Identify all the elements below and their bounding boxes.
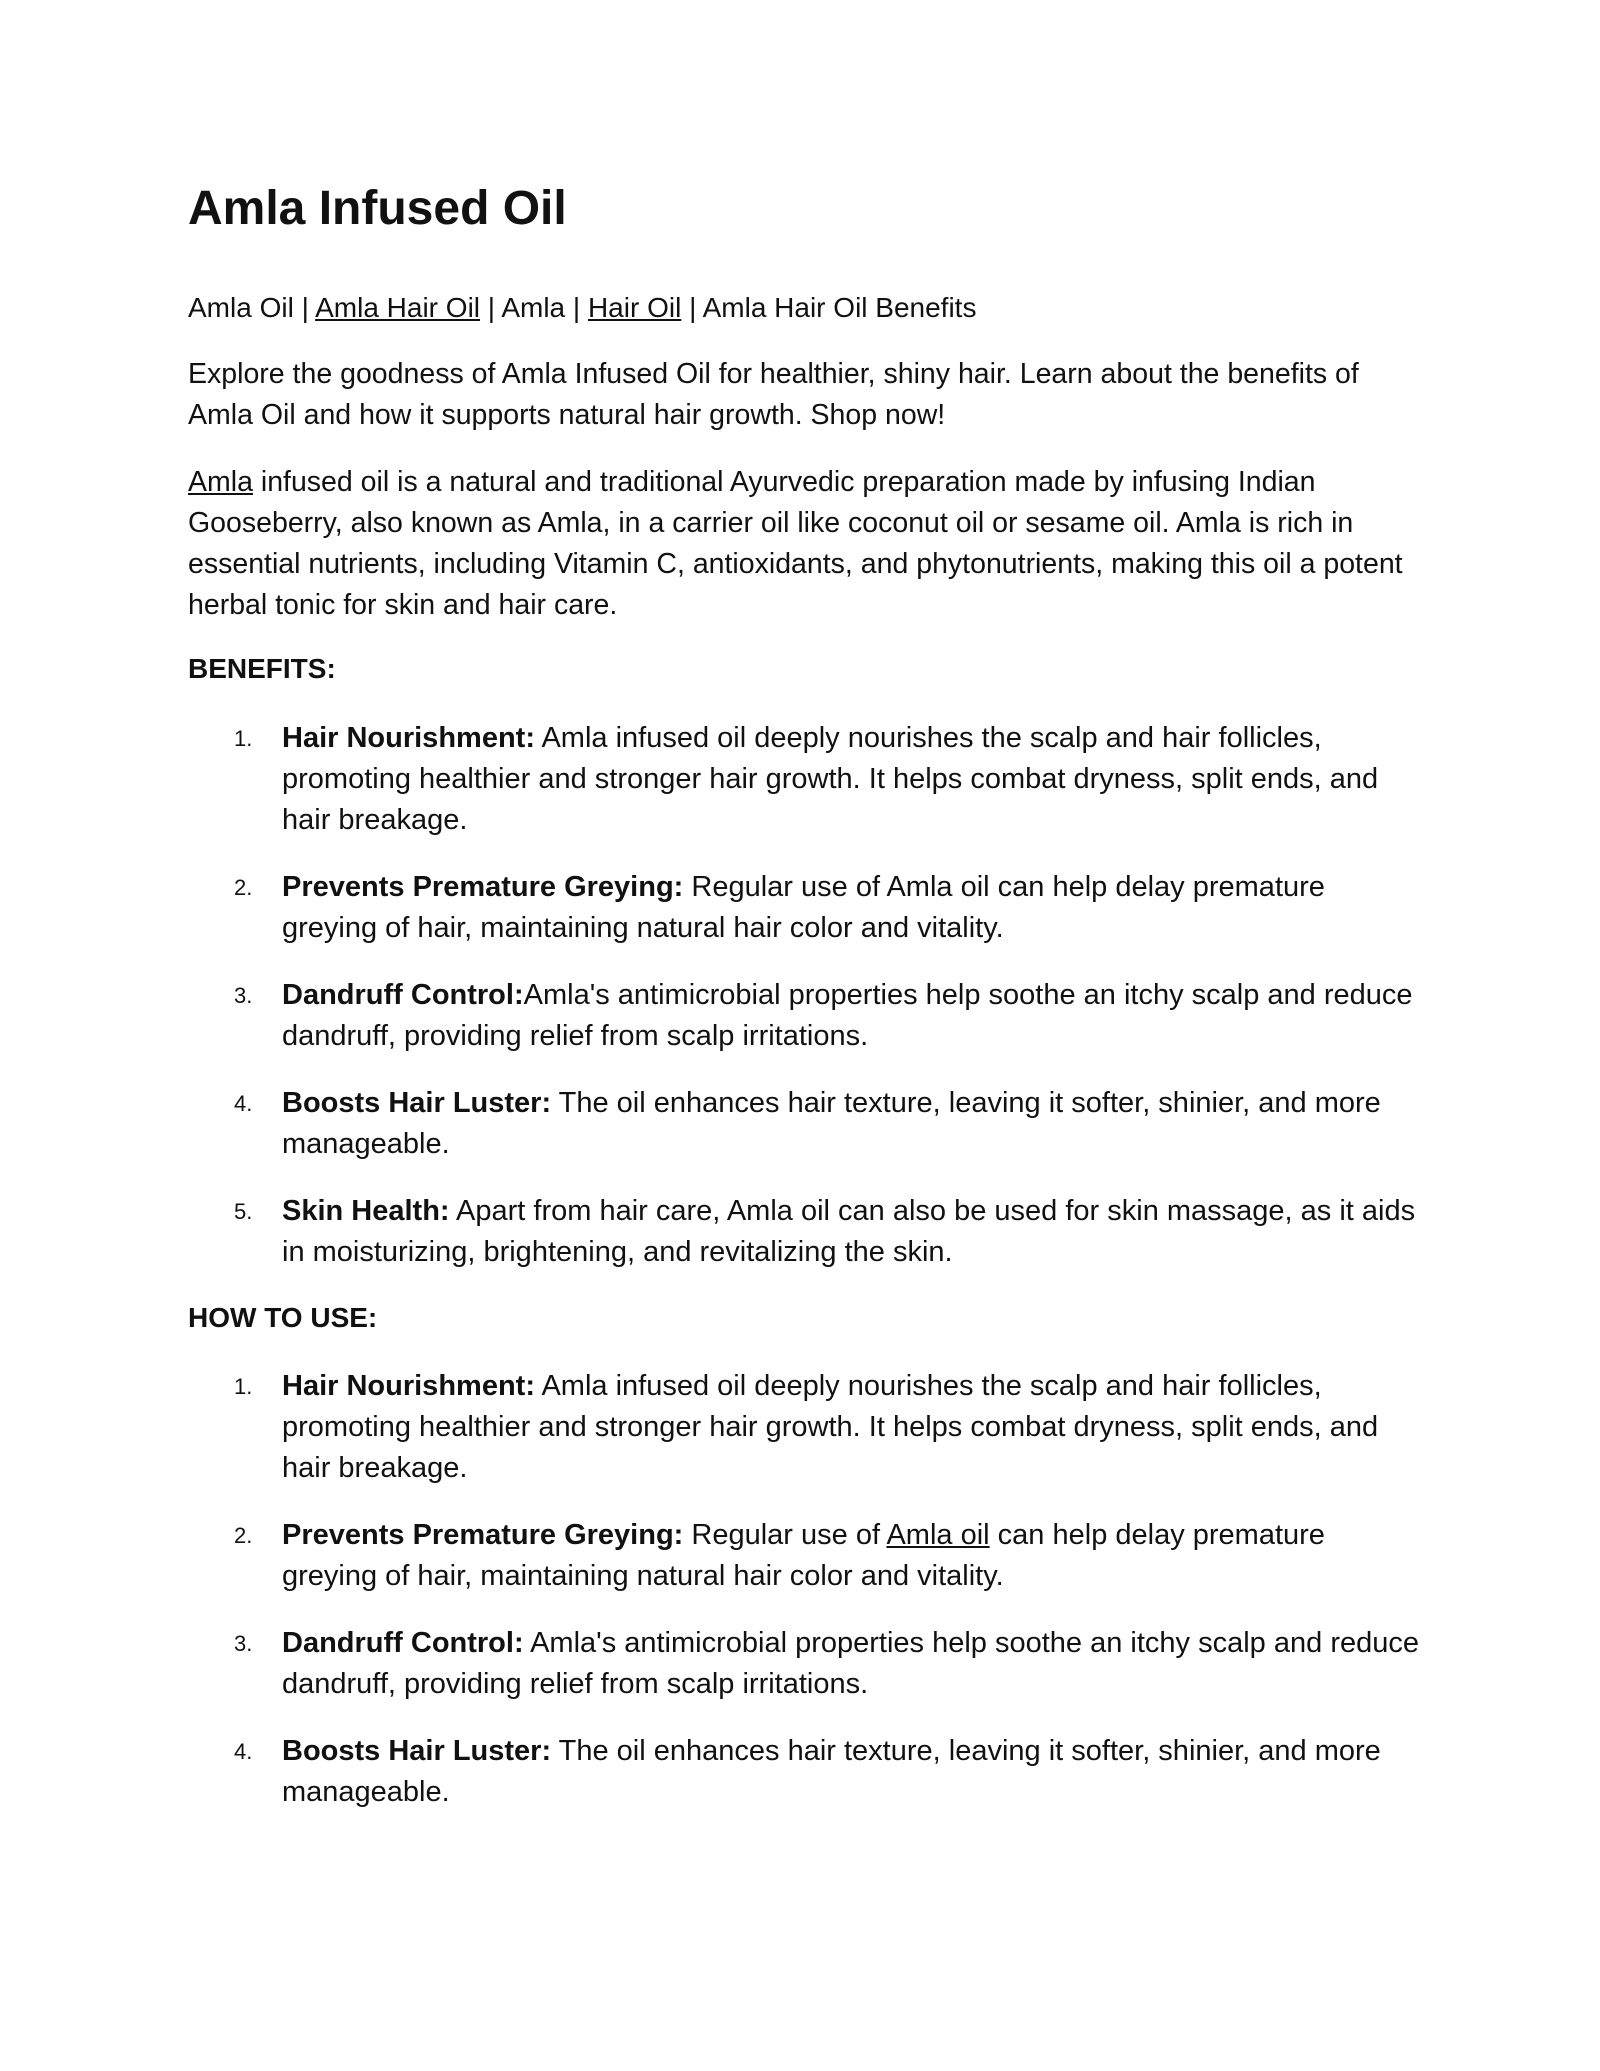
tag-separator: | <box>293 291 316 323</box>
list-item <box>188 1731 1428 1813</box>
list-number: 1. <box>234 1374 253 1400</box>
list-number: 3. <box>234 982 253 1008</box>
tag-separator: | <box>681 291 703 323</box>
intro-paragraph: Explore the goodness of Amla Infused Oil for healthier, shiny hair. Learn about the benefits of Amla Oil and how it supports natural hair growth. Shop now! <box>188 357 1359 431</box>
item-text: Regular use of Amla oil can help delay premature greying of hair, maintaining natural hair color and vitality. <box>282 870 1325 944</box>
list-item <box>188 1623 1428 1705</box>
list-number: 3. <box>234 1631 253 1657</box>
list-number: 4. <box>234 1739 253 1765</box>
document-page <box>188 180 1428 1841</box>
list-item <box>188 1083 1428 1165</box>
description-paragraph <box>188 462 1428 626</box>
item-label: Prevents Premature Greying: <box>282 870 684 903</box>
tag-link-hair-oil[interactable]: Hair Oil <box>587 291 682 323</box>
item-label: Dandruff Control: <box>282 1627 524 1660</box>
item-text: Amla infused oil deeply nourishes the scalp and hair follicles, promoting healthier and stronger hair growth. It helps combat dryness, split ends, and hair breakage. <box>282 1370 1379 1485</box>
tag-link-amla-hair-oil[interactable]: Amla Hair Oil <box>315 291 481 323</box>
item-text: Amla infused oil deeply nourishes the scalp and hair follicles, promoting healthier and stronger hair growth. It helps combat dryness, split ends, and hair breakage. <box>282 721 1379 836</box>
how-to-use-heading: HOW TO USE: <box>188 1301 378 1333</box>
list-number: 5. <box>234 1198 253 1224</box>
keyword-tags <box>188 290 1428 326</box>
list-item <box>188 1366 1428 1489</box>
item-text: Amla's antimicrobial properties help soothe an itchy scalp and reduce dandruff, providing relief from scalp irritations. <box>282 978 1413 1052</box>
description-text: infused oil is a natural and traditional Ayurvedic preparation made by infusing Indian Gooseberry, also known as Amla, in a carrier oil like coconut oil or sesame oil. Amla is rich in essential nutrients, including Vitamin C, antioxidants, and phytonutrients, making this oil a potent herbal tonic for skin and hair care. <box>188 465 1403 621</box>
list-item <box>188 1191 1428 1273</box>
list-item <box>188 1515 1428 1597</box>
how-to-use-list <box>188 1366 1428 1813</box>
tag-separator: | <box>565 291 588 323</box>
tag-separator: | <box>480 291 502 323</box>
item-label: Skin Health: <box>282 1194 450 1227</box>
item-label: Boosts Hair Luster: <box>282 1086 552 1119</box>
item-label: Boosts Hair Luster: <box>282 1735 552 1768</box>
item-label: Dandruff Control: <box>282 978 524 1011</box>
item-label: Hair Nourishment: <box>282 1370 535 1403</box>
item-label: Prevents Premature Greying: <box>282 1519 684 1552</box>
item-label: Hair Nourishment: <box>282 721 535 754</box>
item-text: can help delay premature greying of hair, maintaining natural hair color and vitality. <box>282 1519 1325 1593</box>
list-number: 2. <box>234 874 253 900</box>
item-text: Apart from hair care, Amla oil can also be used for skin massage, as it aids in moisturizing, brightening, and revitalizing the skin. <box>282 1194 1416 1268</box>
item-text: Regular use of <box>683 1519 887 1552</box>
item-text: The oil enhances hair texture, leaving it softer, shinier, and more manageable. <box>282 1086 1381 1160</box>
tag-amla-hair-oil-benefits: Amla Hair Oil Benefits <box>702 291 977 323</box>
item-text: Amla's antimicrobial properties help soothe an itchy scalp and reduce dandruff, providing relief from scalp irritations. <box>282 1627 1419 1701</box>
page-title: Amla Infused Oil <box>188 182 567 235</box>
benefits-list <box>188 718 1428 1273</box>
tag-amla: Amla <box>501 291 566 323</box>
benefits-heading: BENEFITS: <box>188 652 336 684</box>
list-item <box>188 975 1428 1057</box>
tag-amla-oil: Amla Oil <box>188 291 294 323</box>
list-item <box>188 718 1428 841</box>
list-number: 2. <box>234 1523 253 1549</box>
list-number: 4. <box>234 1090 253 1116</box>
item-text: The oil enhances hair texture, leaving it softer, shinier, and more manageable. <box>282 1735 1381 1809</box>
amla-oil-link[interactable]: Amla oil <box>886 1519 990 1552</box>
amla-link[interactable]: Amla <box>188 465 253 498</box>
list-number: 1. <box>234 725 253 751</box>
list-item <box>188 867 1428 949</box>
